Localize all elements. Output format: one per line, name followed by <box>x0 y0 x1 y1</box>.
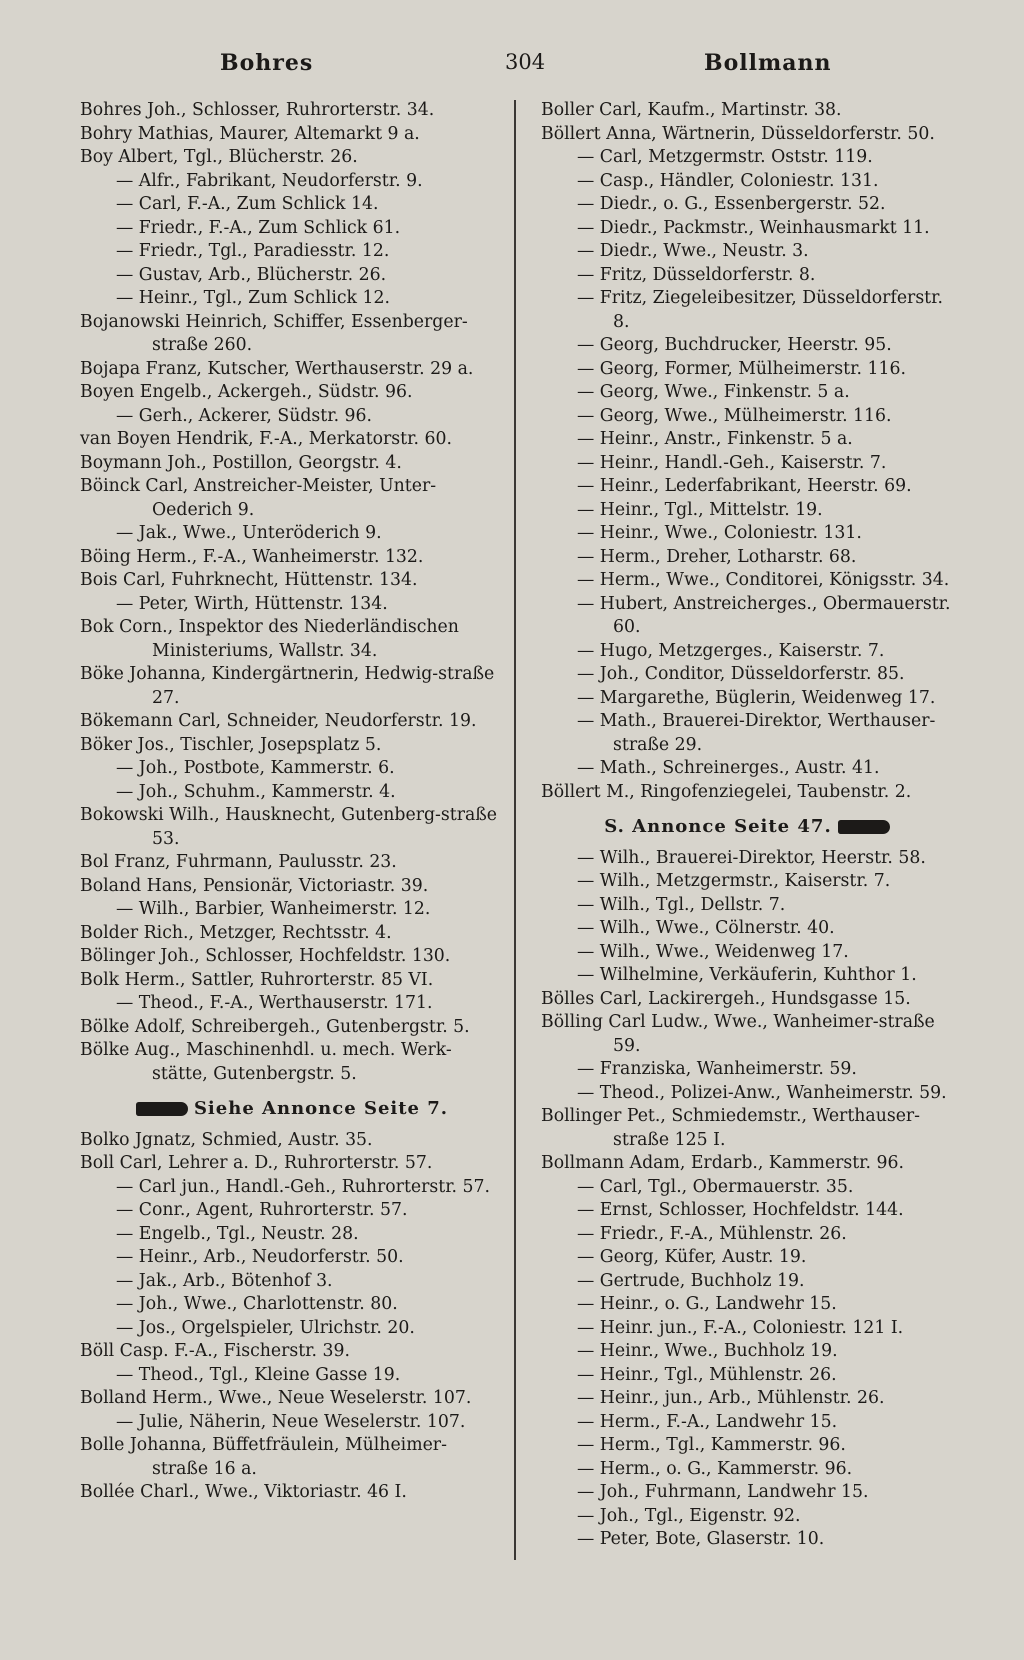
directory-entry: Boymann Joh., Postillon, Georgstr. 4. <box>80 452 402 473</box>
directory-entry: Bois Carl, Fuhrknecht, Hüttenstr. 134. <box>80 570 418 590</box>
directory-subentry: — Wilh., Wwe., Weidenweg 17. <box>577 941 849 962</box>
directory-entry: Bolle Johanna, Büffetfräulein, Mülheimer-straße 16 a. <box>80 1435 447 1479</box>
advertisement-notice <box>541 815 959 839</box>
directory-subentry: — Heinr. jun., F.-A., Coloniestr. 121 I. <box>577 1317 904 1338</box>
directory-subentry: — Joh., Conditor, Düsseldorferstr. 85. <box>577 664 905 684</box>
directory-entry: Bokowski Wilh., Hausknecht, Gutenberg-straße 53. <box>80 805 498 849</box>
directory-subentry: — Heinr., Anstr., Finkenstr. 5 a. <box>577 429 853 449</box>
directory-subentry: — Herm., Dreher, Lotharstr. 68. <box>577 546 857 567</box>
directory-subentry: — Theod., F.-A., Werthauserstr. 171. <box>116 993 433 1013</box>
directory-subentry: — Carl, F.-A., Zum Schlick 14. <box>116 194 379 214</box>
directory-subentry: — Joh., Tgl., Eigenstr. 92. <box>577 1505 801 1526</box>
directory-subentry: — Jos., Orgelspieler, Ulrichstr. 20. <box>116 1317 415 1338</box>
advertisement-text: Siehe Annonce Seite 7. <box>193 1098 449 1119</box>
directory-entry: Böinck Carl, Anstreicher-Meister, Unter-Oederich 9. <box>80 476 437 520</box>
directory-subentry: — Julie, Näherin, Neue Weselerstr. 107. <box>116 1411 466 1432</box>
directory-entry: Bolk Herm., Sattler, Ruhrorterstr. 85 VI. <box>80 969 434 990</box>
directory-subentry: — Diedr., Packmstr., Weinhausmarkt 11. <box>577 217 930 238</box>
directory-entry: Bohry Mathias, Maurer, Altemarkt 9 a. <box>80 123 420 144</box>
directory-subentry: — Fritz, Düsseldorferstr. 8. <box>577 264 816 285</box>
directory-subentry: — Heinr., Arb., Neudorferstr. 50. <box>116 1247 404 1267</box>
pointing-hand-icon <box>838 820 890 834</box>
directory-subentry: — Heinr., Wwe., Coloniestr. 131. <box>577 523 862 543</box>
directory-subentry: — Heinr., Tgl., Mühlenstr. 26. <box>577 1364 837 1385</box>
directory-entry: Böllert Anna, Wärtnerin, Düsseldorferstr. 50. <box>541 123 935 144</box>
directory-subentry: — Friedr., F.-A., Mühlenstr. 26. <box>577 1223 847 1244</box>
directory-subentry: — Carl, Tgl., Obermauerstr. 35. <box>577 1176 854 1197</box>
directory-subentry: — Georg, Wwe., Mülheimerstr. 116. <box>577 405 892 426</box>
directory-subentry: — Diedr., Wwe., Neustr. 3. <box>577 241 809 261</box>
directory-subentry: — Heinr., jun., Arb., Mühlenstr. 26. <box>577 1388 885 1408</box>
directory-entry: Bolland Herm., Wwe., Neue Weselerstr. 107. <box>80 1388 472 1408</box>
directory-subentry: — Conr., Agent, Ruhrorterstr. 57. <box>116 1200 408 1220</box>
directory-subentry: — Joh., Fuhrmann, Landwehr 15. <box>577 1482 869 1502</box>
directory-subentry: — Hubert, Anstreicherges., Obermauerstr. 60. <box>577 593 951 637</box>
directory-subentry: — Joh., Schuhm., Kammerstr. 4. <box>116 781 396 802</box>
directory-subentry: — Joh., Postbote, Kammerstr. 6. <box>116 758 395 778</box>
directory-subentry: — Peter, Bote, Glaserstr. 10. <box>577 1529 825 1549</box>
column-divider <box>514 100 516 1560</box>
directory-entry: Bojapa Franz, Kutscher, Werthauserstr. 29 a. <box>80 358 474 379</box>
directory-entry: Bölles Carl, Lackirergeh., Hundsgasse 15. <box>541 988 911 1009</box>
directory-subentry: — Casp., Händler, Coloniestr. 131. <box>577 170 879 191</box>
directory-entry: Böke Johanna, Kindergärtnerin, Hedwig-straße 27. <box>80 664 495 708</box>
header-left-keyword: Bohres <box>220 50 314 76</box>
directory-entry: Boyen Engelb., Ackergeh., Südstr. 96. <box>80 382 413 402</box>
directory-subentry: — Wilh., Wwe., Cölnerstr. 40. <box>577 918 835 938</box>
directory-subentry: — Margarethe, Büglerin, Weidenweg 17. <box>577 687 936 708</box>
directory-subentry: — Georg, Buchdrucker, Heerstr. 95. <box>577 335 892 355</box>
directory-entry: Bolder Rich., Metzger, Rechtsstr. 4. <box>80 922 392 943</box>
pointing-hand-icon <box>136 1102 188 1116</box>
right-column <box>541 99 959 1552</box>
directory-entry: Bölling Carl Ludw., Wwe., Wanheimer-straße 59. <box>541 1012 935 1056</box>
directory-entry: Boller Carl, Kaufm., Martinstr. 38. <box>541 100 842 120</box>
directory-subentry: — Hugo, Metzgerges., Kaiserstr. 7. <box>577 640 885 661</box>
directory-subentry: — Heinr., Tgl., Mittelstr. 19. <box>577 499 823 520</box>
directory-subentry: — Georg, Wwe., Finkenstr. 5 a. <box>577 382 850 402</box>
page-number: 304 <box>505 50 546 74</box>
directory-subentry: — Franziska, Wanheimerstr. 59. <box>577 1059 857 1079</box>
advertisement-notice <box>80 1097 498 1121</box>
directory-entry: Bollinger Pet., Schmiedemstr., Werthauser-straße 125 I. <box>541 1106 921 1150</box>
directory-entry: van Boyen Hendrik, F.-A., Merkatorstr. 60. <box>80 429 452 449</box>
advertisement-text: S. Annonce Seite 47. <box>604 816 832 837</box>
directory-entry: Bökemann Carl, Schneider, Neudorferstr. 19. <box>80 711 477 731</box>
directory-entry: Bohres Joh., Schlosser, Ruhrorterstr. 34. <box>80 100 435 120</box>
directory-entry: Böll Casp. F.-A., Fischerstr. 39. <box>80 1341 351 1361</box>
directory-subentry: — Joh., Wwe., Charlottenstr. 80. <box>116 1294 398 1314</box>
directory-subentry: — Georg, Former, Mülheimerstr. 116. <box>577 358 906 379</box>
directory-subentry: — Friedr., F.-A., Zum Schlick 61. <box>116 217 401 238</box>
directory-entry: Bölke Adolf, Schreibergeh., Gutenbergstr. 5. <box>80 1016 470 1037</box>
header-right-keyword: Bollmann <box>704 50 832 76</box>
directory-subentry: — Wilh., Metzgermstr., Kaiserstr. 7. <box>577 871 891 891</box>
directory-subentry: — Gerh., Ackerer, Südstr. 96. <box>116 405 373 426</box>
directory-entry: Bol Franz, Fuhrmann, Paulusstr. 23. <box>80 852 397 872</box>
directory-subentry: — Herm., F.-A., Landwehr 15. <box>577 1411 838 1432</box>
directory-subentry: — Heinr., Tgl., Zum Schlick 12. <box>116 288 391 308</box>
directory-entry: Böing Herm., F.-A., Wanheimerstr. 132. <box>80 546 424 567</box>
directory-subentry: — Herm., Tgl., Kammerstr. 96. <box>577 1435 846 1455</box>
directory-entry: Boy Albert, Tgl., Blücherstr. 26. <box>80 147 358 167</box>
directory-subentry: — Math., Schreinerges., Austr. 41. <box>577 758 880 778</box>
left-column <box>80 99 498 1505</box>
directory-subentry: — Wilh., Tgl., Dellstr. 7. <box>577 894 786 915</box>
page-header <box>80 50 980 82</box>
directory-subentry: — Heinr., Wwe., Buchholz 19. <box>577 1341 838 1361</box>
directory-subentry: — Wilhelmine, Verkäuferin, Kuhthor 1. <box>577 965 917 985</box>
directory-subentry: — Herm., o. G., Kammerstr. 96. <box>577 1458 853 1479</box>
directory-subentry: — Ernst, Schlosser, Hochfeldstr. 144. <box>577 1200 904 1220</box>
directory-entry: Böllert M., Ringofenziegelei, Taubenstr. 2. <box>541 781 912 802</box>
directory-subentry: — Friedr., Tgl., Paradiesstr. 12. <box>116 241 390 261</box>
directory-entry: Bollmann Adam, Erdarb., Kammerstr. 96. <box>541 1153 904 1173</box>
directory-entry: Bok Corn., Inspektor des Niederländischen Ministeriums, Wallstr. 34. <box>80 617 459 661</box>
directory-subentry: — Math., Brauerei-Direktor, Werthauser-straße 29. <box>577 711 936 755</box>
directory-subentry: — Jak., Wwe., Unteröderich 9. <box>116 523 382 543</box>
directory-entry: Böker Jos., Tischler, Josepsplatz 5. <box>80 734 382 755</box>
directory-subentry: — Heinr., Handl.-Geh., Kaiserstr. 7. <box>577 452 887 473</box>
directory-subentry: — Herm., Wwe., Conditorei, Königsstr. 34. <box>577 570 950 590</box>
directory-subentry: — Jak., Arb., Bötenhof 3. <box>116 1270 333 1291</box>
directory-entry: Bölke Aug., Maschinenhdl. u. mech. Werk-stätte, Gutenbergstr. 5. <box>80 1040 452 1084</box>
directory-entry: Bolko Jgnatz, Schmied, Austr. 35. <box>80 1129 373 1150</box>
directory-subentry: — Peter, Wirth, Hüttenstr. 134. <box>116 593 388 614</box>
directory-subentry: — Wilh., Brauerei-Direktor, Heerstr. 58. <box>577 847 926 868</box>
directory-subentry: — Carl jun., Handl.-Geh., Ruhrorterstr. 57. <box>116 1176 491 1197</box>
directory-subentry: — Alfr., Fabrikant, Neudorferstr. 9. <box>116 170 423 191</box>
directory-subentry: — Gustav, Arb., Blücherstr. 26. <box>116 264 387 285</box>
directory-subentry: — Wilh., Barbier, Wanheimerstr. 12. <box>116 899 431 919</box>
directory-entry: Boll Carl, Lehrer a. D., Ruhrorterstr. 57. <box>80 1153 433 1173</box>
directory-subentry: — Fritz, Ziegeleibesitzer, Düsseldorferstr. 8. <box>577 288 943 332</box>
directory-subentry: — Heinr., Lederfabrikant, Heerstr. 69. <box>577 476 912 496</box>
directory-subentry: — Theod., Tgl., Kleine Gasse 19. <box>116 1364 401 1385</box>
directory-subentry: — Engelb., Tgl., Neustr. 28. <box>116 1223 359 1244</box>
directory-subentry: — Theod., Polizei-Anw., Wanheimerstr. 59. <box>577 1082 947 1103</box>
directory-entry: Bojanowski Heinrich, Schiffer, Essenberger-straße 260. <box>80 311 468 355</box>
directory-subentry: — Gertrude, Buchholz 19. <box>577 1270 805 1291</box>
directory-entry: Bölinger Joh., Schlosser, Hochfeldstr. 130. <box>80 946 451 966</box>
directory-subentry: — Heinr., o. G., Landwehr 15. <box>577 1294 837 1314</box>
directory-subentry: — Carl, Metzgermstr. Oststr. 119. <box>577 147 873 167</box>
directory-entry: Boland Hans, Pensionär, Victoriastr. 39. <box>80 875 429 896</box>
directory-subentry: — Diedr., o. G., Essenbergerstr. 52. <box>577 194 886 214</box>
directory-entry: Bollée Charl., Wwe., Viktoriastr. 46 I. <box>80 1482 407 1502</box>
directory-subentry: — Georg, Küfer, Austr. 19. <box>577 1247 807 1267</box>
